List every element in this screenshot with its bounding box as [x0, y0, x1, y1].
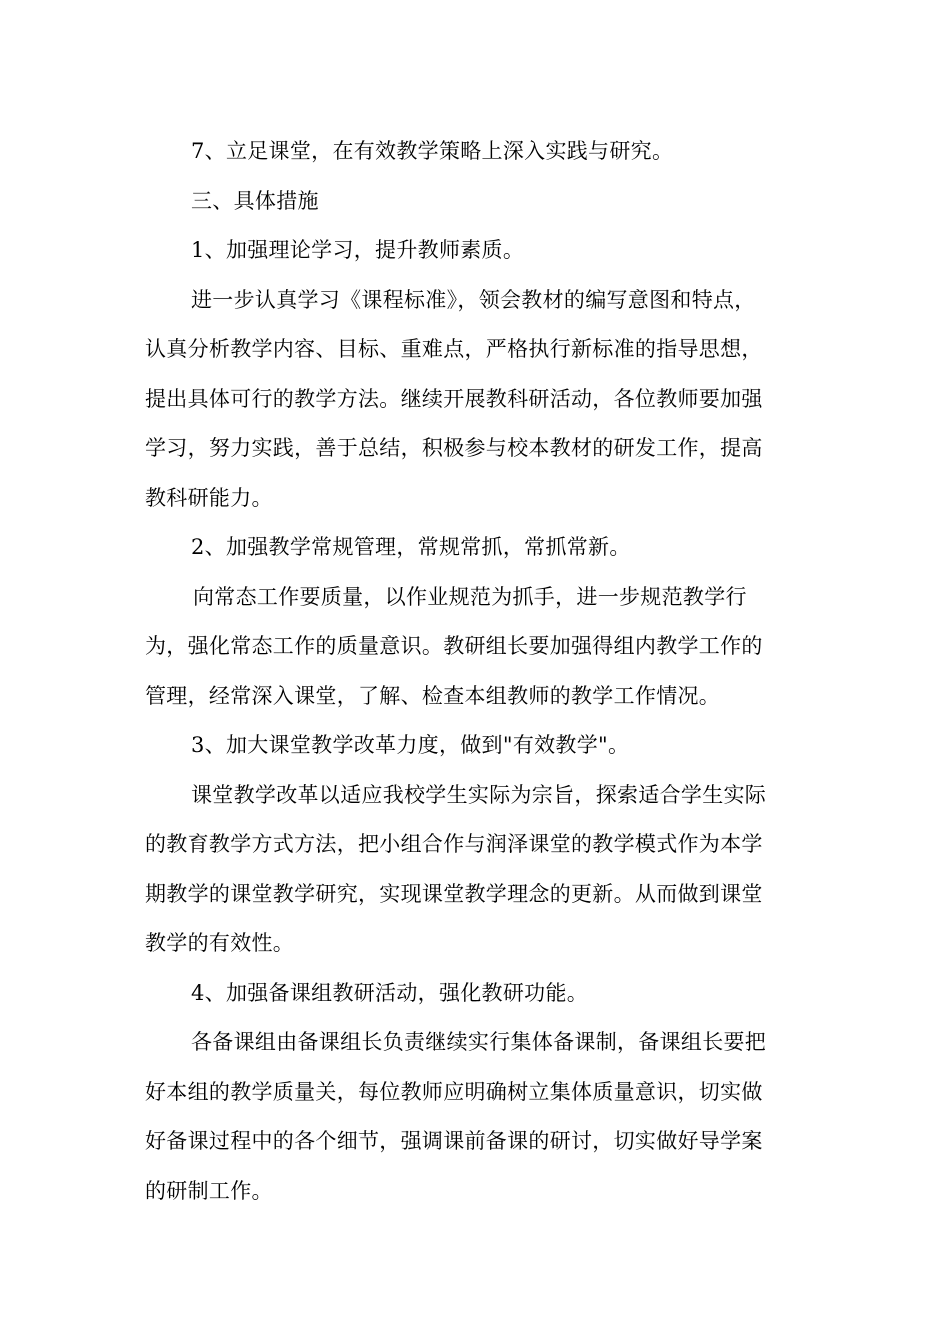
measure-1-paragraph-line: 教科研能力。	[145, 485, 273, 510]
measure-4-paragraph-line: 各备课组由备课组长负责继续实行集体备课制，备课组长要把	[191, 1030, 767, 1054]
measure-2-paragraph-line: 为，强化常态工作的质量意识。教研组长要加强得组内教学工作的	[145, 634, 763, 658]
measure-3-paragraph-line: 期教学的课堂教学研究，实现课堂教学理念的更新。从而做到课堂	[145, 881, 763, 906]
measure-1-heading: 1、加强理论学习，提升教师素质。	[191, 238, 525, 262]
measure-4-paragraph-line: 的研制工作。	[145, 1178, 273, 1203]
item-7-heading: 7、立足课堂，在有效教学策略上深入实践与研究。	[191, 139, 674, 163]
measure-2-paragraph-line: 管理，经常深入课堂，了解、检查本组教师的教学工作情况。	[145, 683, 721, 708]
measure-1-paragraph-line: 认真分析教学内容、目标、重难点，严格执行新标准的指导思想，	[145, 337, 763, 361]
measure-3-heading: 3、加大课堂教学改革力度，做到"有效教学"。	[191, 733, 630, 757]
measure-1-paragraph-line: 进一步认真学习《课程标准》，领会教材的编写意图和特点，	[191, 287, 756, 312]
section-3-heading: 三、具体措施	[191, 188, 319, 213]
document-body	[145, 127, 805, 1216]
measure-4-paragraph-line: 好备课过程中的各个细节，强调课前备课的研讨，切实做好导学案	[145, 1129, 763, 1153]
measure-2-heading: 2、加强教学常规管理，常规常抓，常抓常新。	[191, 535, 631, 559]
measure-4-heading: 4、加强备课组教研活动，强化教研功能。	[191, 980, 589, 1005]
measure-3-paragraph-line: 教学的有效性。	[145, 931, 295, 955]
measure-1-paragraph-line: 学习，努力实践，善于总结，积极参与校本教材的研发工作，提高	[145, 436, 763, 460]
measure-3-paragraph-line: 的教育教学方式方法，把小组合作与润泽课堂的教学模式作为本学	[145, 832, 763, 856]
measure-1-paragraph-line: 提出具体可行的教学方法。继续开展教科研活动，各位教师要加强	[145, 386, 763, 411]
measure-2-paragraph-line: 向常态工作要质量，以作业规范为抓手，进一步规范教学行	[193, 584, 747, 609]
measure-3-paragraph-line: 课堂教学改革以适应我校学生实际为宗旨，探索适合学生实际	[191, 782, 767, 807]
measure-4-paragraph-line: 好本组的教学质量关，每位教师应明确树立集体质量意识，切实做	[145, 1079, 763, 1104]
